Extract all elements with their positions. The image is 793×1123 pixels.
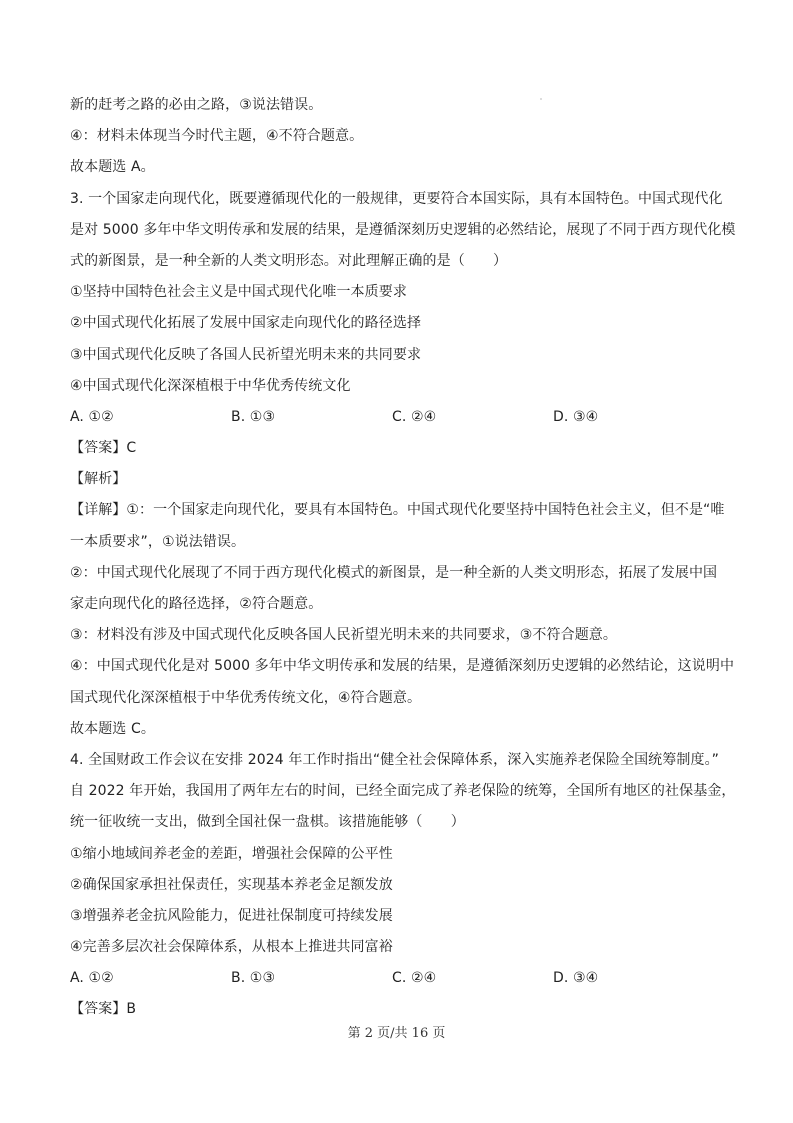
option-a: A. ①②: [70, 408, 114, 425]
detail-line: 一本质要求”，①说法错误。: [70, 533, 246, 550]
detail-line: ②：中国式现代化展现了不同于西方现代化模式的新图景，是一种全新的人类文明形态，拓展了发展中国: [70, 564, 718, 581]
answer-tag: 【答案】: [70, 440, 127, 457]
question-4: [70, 745, 736, 1026]
detail-tag: 【详解】: [70, 502, 127, 519]
question-stem-line: 4. 全国财政工作会议在安排 2024 年工作时指出“健全社会保障体系，深入实施养老保险全国统筹制度。”: [70, 751, 720, 768]
statement-item: ③中国式现代化反映了各国人民祈望光明未来的共同要求: [70, 346, 422, 363]
statement-item: ④中国式现代化深深植根于中华优秀传统文化: [70, 377, 351, 394]
detail-line: 国式现代化深深植根于中华优秀传统文化，④符合题意。: [70, 689, 422, 706]
statement-item: ①坚持中国特色社会主义是中国式现代化唯一本质要求: [70, 284, 407, 301]
page-content: [70, 90, 736, 1026]
answer-line: [70, 433, 730, 464]
question-stem-line: 3. 一个国家走向现代化，既要遵循现代化的一般规律，更要符合本国实际，具有本国特色。中国式现代化: [70, 190, 723, 207]
statement-item: ②中国式现代化拓展了发展中国家走向现代化的路径选择: [70, 315, 422, 332]
option-b: B. ①③: [231, 970, 276, 987]
option-a: A. ①②: [70, 970, 114, 987]
answer-options: [70, 963, 730, 994]
option-d: D. ③④: [553, 408, 599, 425]
analysis-tag: 【解析】: [70, 471, 127, 488]
text-line: ④：材料未体现当今时代主题，④不符合题意。: [70, 128, 364, 145]
answer-value: C: [126, 440, 137, 457]
question-stem-line: 式的新图景，是一种全新的人类文明形态。对此理解正确的是（ ）: [70, 252, 508, 269]
option-d: D. ③④: [553, 970, 599, 987]
option-c: C. ②④: [392, 408, 437, 425]
answer-value: B: [126, 1001, 137, 1018]
detail-line: [70, 495, 730, 526]
option-b: B. ①③: [231, 408, 276, 425]
page-footer: 第 2 页/共 16 页: [347, 1026, 446, 1041]
statement-item: ②确保国家承担社保责任，实现基本养老金足额发放: [70, 876, 393, 893]
detail-line: ③：材料没有涉及中国式现代化反映各国人民祈望光明未来的共同要求，③不符合题意。: [70, 627, 617, 644]
detail-line: 故本题选 C。: [70, 720, 155, 737]
detail-text: ①：一个国家走向现代化，要具有本国特色。中国式现代化要坚持中国特色社会主义，但不是“唯: [126, 502, 725, 519]
statement-item: ④完善多层次社会保障体系，从根本上推进共同富裕: [70, 939, 393, 956]
text-line: 故本题选 A。: [70, 159, 155, 176]
question-stem-line: 自 2022 年开始，我国用了两年左右的时间，已经全面完成了养老保险的统筹，全国所有地区的社保基金，: [70, 783, 736, 800]
question-3: [70, 184, 736, 745]
detail-line: ④：中国式现代化是对 5000 多年中华文明传承和发展的结果，是遵循深刻历史逻辑的必然结论，这说明中: [70, 658, 735, 675]
answer-options: [70, 402, 730, 433]
question-stem-line: 是对 5000 多年中华文明传承和发展的结果，是遵循深刻历史逻辑的必然结论，展现了不同于西方现代化模: [70, 221, 736, 238]
text-line: 新的赶考之路的必由之路，③说法错误。: [70, 97, 323, 113]
question-stem-line: 统一征收统一支出，做到全国社保一盘棋。该措施能够（ ）: [70, 814, 465, 831]
statement-item: ③增强养老金抗风险能力，促进社保制度可持续发展: [70, 907, 393, 924]
option-c: C. ②④: [392, 970, 437, 987]
answer-tag: 【答案】: [70, 1001, 127, 1018]
answer-line: [70, 994, 730, 1025]
statement-item: ①缩小地域间养老金的差距，增强社会保障的公平性: [70, 845, 393, 862]
detail-line: 家走向现代化的路径选择，②符合题意。: [70, 596, 323, 612]
